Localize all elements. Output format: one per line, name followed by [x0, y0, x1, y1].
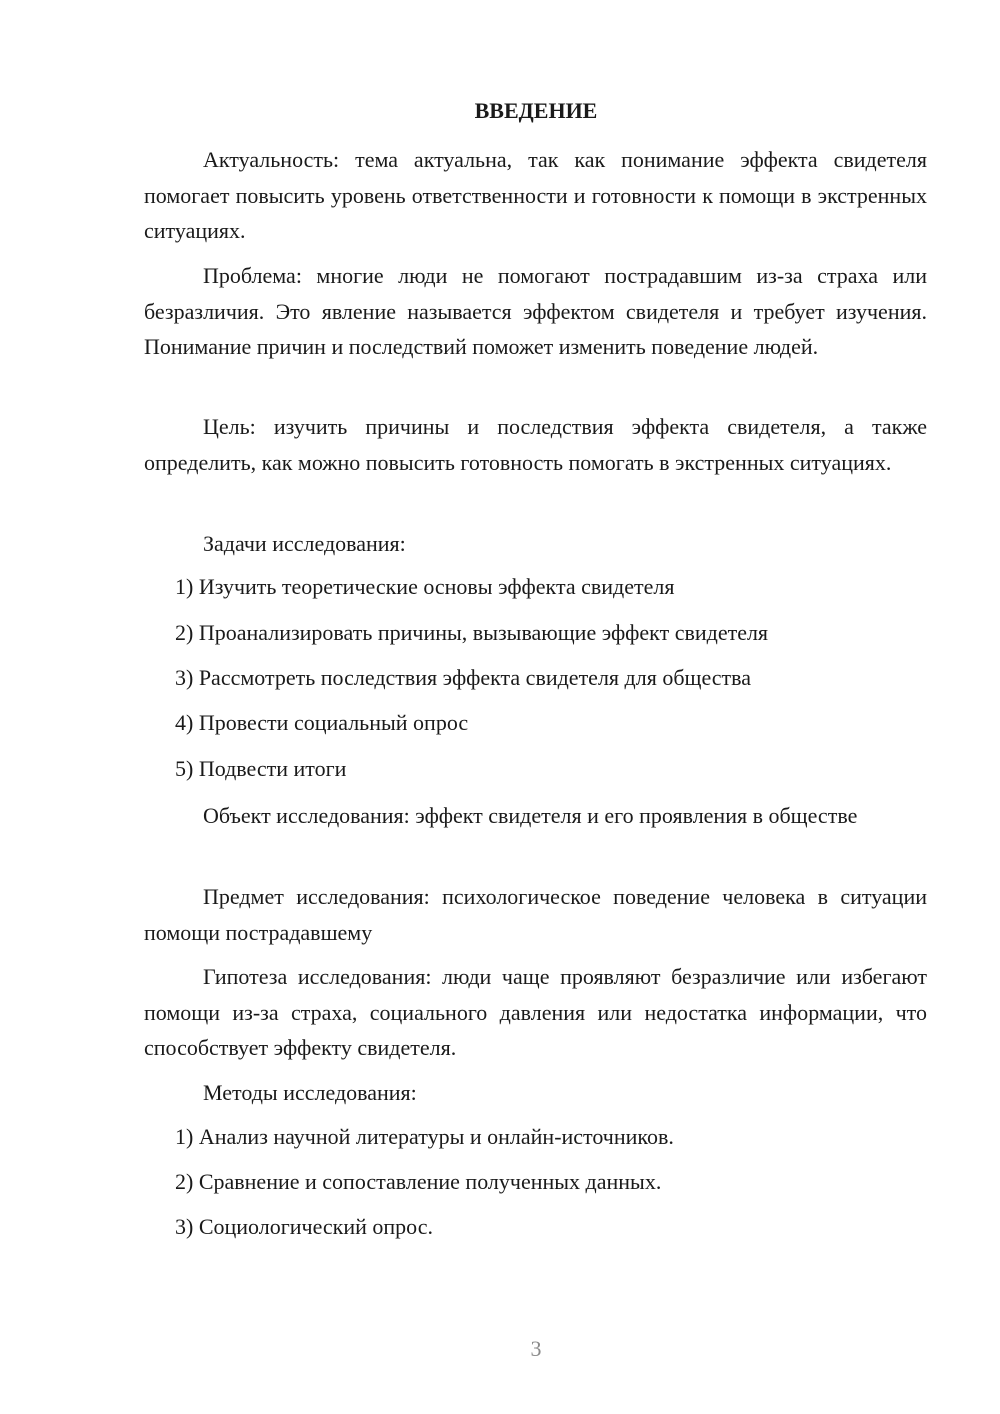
subject-paragraph: Предмет исследования: психологическое поведение человека в ситуации помощи пострадавшему — [144, 884, 927, 945]
task-item: 3) Рассмотреть последствия эффекта свидетеля для общества — [175, 665, 752, 690]
object-paragraph: Объект исследования: эффект свидетеля и его проявления в обществе — [203, 803, 858, 828]
method-item: 1) Анализ научной литературы и онлайн-источников. — [175, 1124, 674, 1149]
problem-paragraph: Проблема: многие люди не помогают пострадавшим из-за страха или безразличия. Это явление называется эффектом свидетеля и требует изучения. Понимание причин и последствий поможет изменить поведение людей. — [144, 263, 927, 359]
goal-paragraph: Цель: изучить причины и последствия эффекта свидетеля, а также определить, как можно повысить готовность помогать в экстренных ситуациях. — [144, 414, 927, 475]
task-item: 4) Провести социальный опрос — [175, 710, 469, 735]
page-title: ВВЕДЕНИЕ — [474, 98, 598, 123]
page-number: 3 — [530, 1336, 542, 1361]
relevance-paragraph: Актуальность: тема актуальна, так как понимание эффекта свидетеля помогает повысить уровень ответственности и готовности к помощи в экстренных ситуациях. — [144, 147, 927, 243]
method-item: 3) Социологический опрос. — [175, 1214, 433, 1239]
tasks-heading: Задачи исследования: — [203, 531, 406, 556]
task-item: 1) Изучить теоретические основы эффекта свидетеля — [175, 574, 675, 599]
task-item: 2) Проанализировать причины, вызывающие эффект свидетеля — [175, 620, 769, 645]
hypothesis-paragraph: Гипотеза исследования: люди чаще проявляют безразличие или избегают помощи из-за страха, социального давления или недостатка информации, что способствует эффекту свидетеля. — [144, 964, 927, 1060]
method-item: 2) Сравнение и сопоставление полученных данных. — [175, 1169, 662, 1194]
methods-heading: Методы исследования: — [203, 1080, 417, 1105]
task-item: 5) Подвести итоги — [175, 756, 347, 781]
